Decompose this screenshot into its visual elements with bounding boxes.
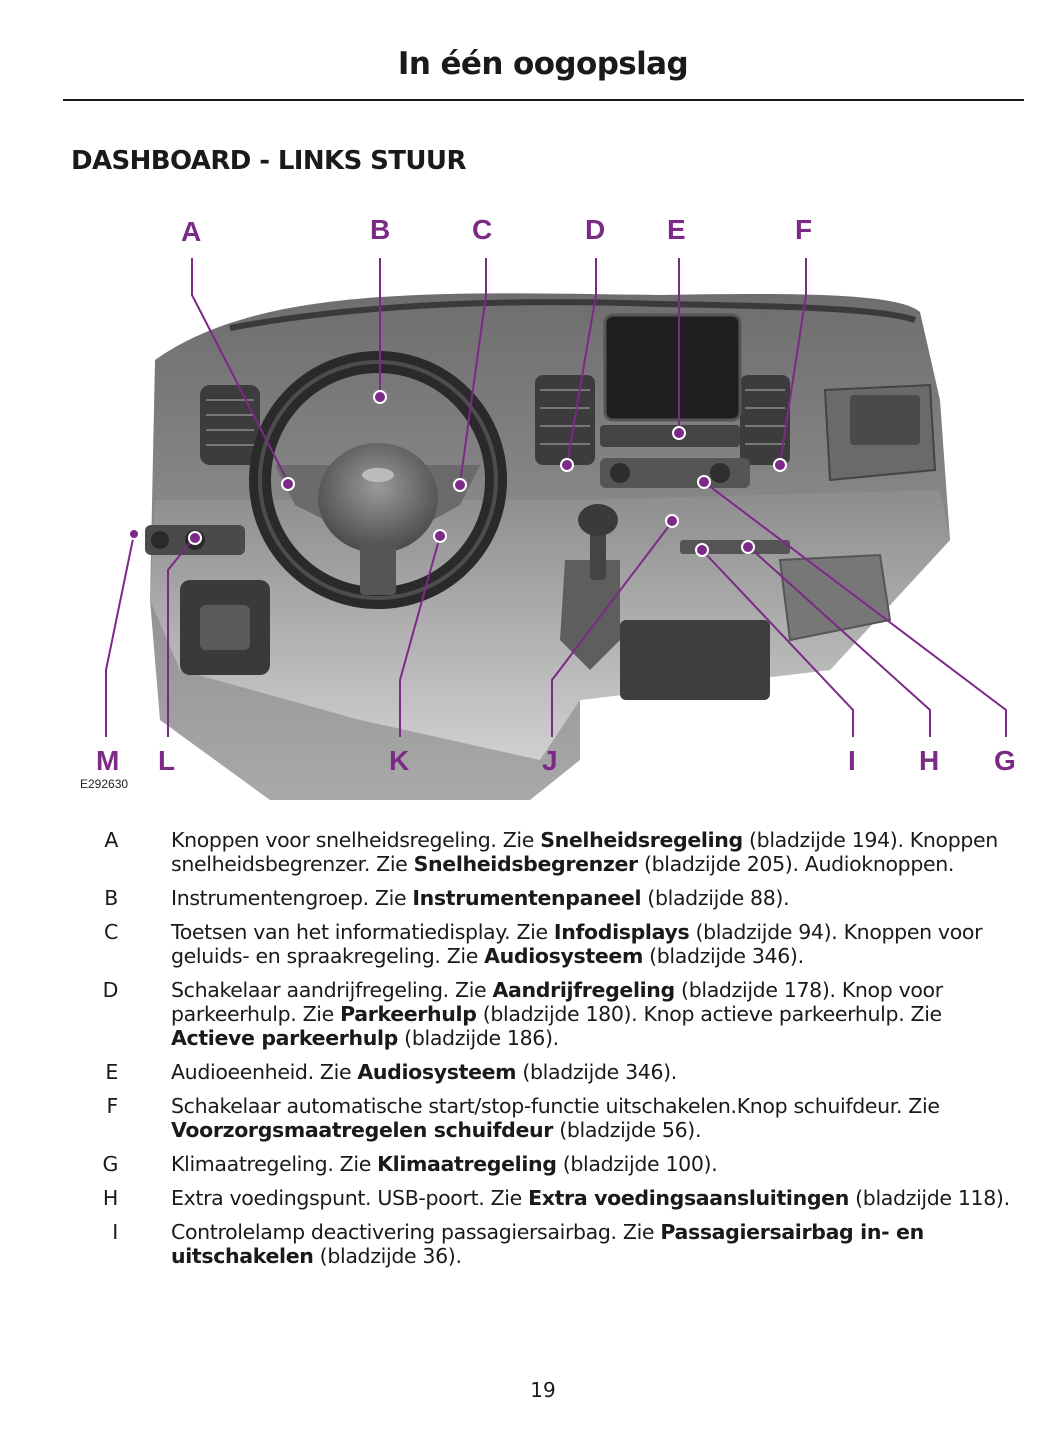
legend-description — [171, 1060, 1016, 1084]
description-text: (bladzijde 194). Knoppen snelheidsbegrenzer. Zie — [171, 828, 998, 876]
page-number: 19 — [530, 1378, 556, 1402]
description-text: (bladzijde 88). — [641, 886, 790, 910]
section-title: DASHBOARD - LINKS STUUR — [71, 146, 466, 176]
callout-a: A — [181, 216, 202, 247]
description-text: (bladzijde 118). — [848, 1186, 1010, 1210]
legend-item — [0, 1094, 1056, 1142]
description-text: (bladzijde 36). — [313, 1244, 462, 1268]
callout-f: F — [795, 214, 813, 245]
description-text: Instrumentengroep. Zie — [171, 886, 413, 910]
legend-description — [171, 1220, 1016, 1268]
callout-m: M — [96, 745, 120, 776]
callout-g: G — [994, 745, 1016, 776]
cross-reference: Audiosysteem — [357, 1060, 517, 1084]
description-text: Schakelaar aandrijfregeling. Zie — [171, 978, 493, 1002]
description-text: (bladzijde 94). Knoppen voor geluids- en spraakregeling. Zie — [171, 920, 983, 968]
legend-letter: G — [102, 1152, 118, 1176]
description-text: (bladzijde 346). — [642, 944, 804, 968]
description-text: Schakelaar automatische start/stop-functie uitschakelen.Knop schuifdeur. Zie — [171, 1094, 940, 1118]
callout-j: J — [542, 745, 558, 776]
image-code: E292630 — [80, 777, 129, 791]
callout-d: D — [585, 214, 606, 245]
cross-reference: Audiosysteem — [484, 944, 643, 968]
description-text: Klimaatregeling. Zie — [171, 1152, 378, 1176]
legend-item — [0, 920, 1056, 968]
callout-k: K — [389, 745, 410, 776]
legend-list — [0, 828, 1056, 1278]
legend-letter: F — [106, 1094, 118, 1118]
cross-reference: Passagiersairbag in- en uitschakelen — [171, 1220, 924, 1268]
page-title: In één oogopslag — [397, 46, 689, 82]
callout-h: H — [919, 745, 940, 776]
legend-description — [171, 1152, 1016, 1176]
legend-description — [171, 828, 1016, 876]
cross-reference: Actieve parkeerhulp — [171, 1026, 399, 1050]
cross-reference: Voorzorgsmaatregelen schuifdeur — [171, 1118, 554, 1142]
legend-letter: C — [104, 920, 118, 944]
legend-letter: H — [102, 1186, 118, 1210]
description-text: (bladzijde 56). — [553, 1118, 702, 1142]
legend-description — [171, 920, 1016, 968]
legend-description — [171, 1186, 1016, 1210]
description-text: Toetsen van het informatiedisplay. Zie — [171, 920, 554, 944]
legend-item — [0, 1186, 1056, 1210]
legend-letter: I — [112, 1220, 118, 1244]
description-text: Knoppen voor snelheidsregeling. Zie — [171, 828, 541, 852]
description-text: Audioeenheid. Zie — [171, 1060, 358, 1084]
description-text: Extra voedingspunt. USB-poort. Zie — [171, 1186, 529, 1210]
legend-item — [0, 1060, 1056, 1084]
legend-item — [0, 1152, 1056, 1176]
legend-letter: A — [104, 828, 118, 852]
callout-c: C — [472, 214, 493, 245]
dashboard-figure — [60, 200, 1050, 800]
cross-reference: Infodisplays — [553, 920, 690, 944]
description-text: (bladzijde 100). — [556, 1152, 718, 1176]
legend-item — [0, 1220, 1056, 1268]
legend-description — [171, 886, 1016, 910]
legend-description — [171, 1094, 1016, 1142]
cross-reference: Snelheidsbegrenzer — [413, 852, 638, 876]
description-text: (bladzijde 205). Audioknoppen. — [637, 852, 955, 876]
cross-reference: Snelheidsregeling — [540, 828, 743, 852]
callout-b: B — [370, 214, 391, 245]
legend-item — [0, 828, 1056, 876]
callout-l: L — [158, 745, 176, 776]
callout-i: I — [848, 745, 856, 776]
dashboard-illustration — [60, 200, 1050, 800]
description-text: (bladzijde 346). — [516, 1060, 677, 1084]
description-text: Controlelamp deactivering passagiersairbag. Zie — [171, 1220, 661, 1244]
cross-reference: Extra voedingsaansluitingen — [528, 1186, 849, 1210]
legend-item — [0, 978, 1056, 1050]
legend-letter: B — [104, 886, 118, 910]
description-text: (bladzijde 180). Knop actieve parkeerhulp. Zie — [476, 1002, 942, 1026]
cross-reference: Instrumentenpaneel — [412, 886, 642, 910]
cross-reference: Klimaatregeling — [377, 1152, 557, 1176]
legend-letter: D — [102, 978, 118, 1002]
description-text: (bladzijde 178). Knop voor parkeerhulp. Zie — [171, 978, 943, 1026]
legend-item — [0, 886, 1056, 910]
callout-e: E — [667, 214, 686, 245]
legend-description — [171, 978, 1016, 1050]
cross-reference: Parkeerhulp — [340, 1002, 477, 1026]
legend-letter: E — [105, 1060, 118, 1084]
description-text: (bladzijde 186). — [398, 1026, 559, 1050]
cross-reference: Aandrijfregeling — [492, 978, 675, 1002]
header-rule — [63, 99, 1024, 101]
